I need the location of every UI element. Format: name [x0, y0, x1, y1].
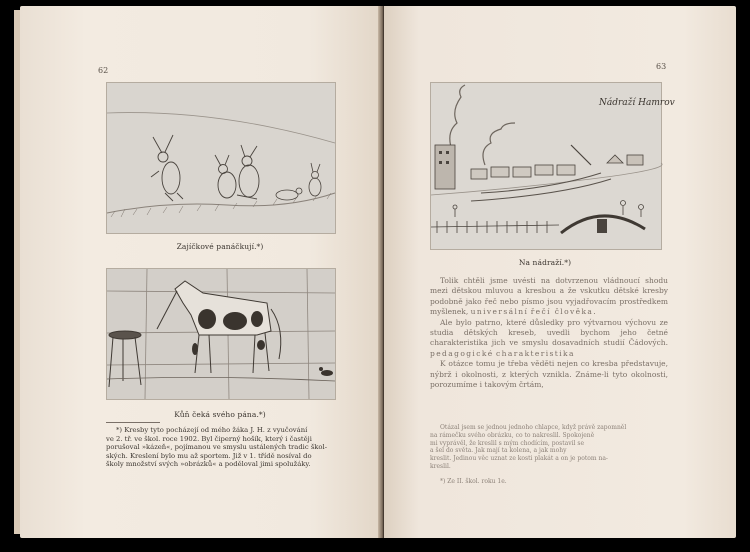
footnote-rule [106, 422, 160, 423]
small-print-line: kreslil. [430, 462, 451, 470]
page-number-left: 62 [98, 66, 109, 75]
footnote-line: ských. Kreslení bylo mu až sportem. Již v 1. třídě nosíval do [106, 451, 312, 460]
page-number-right: 63 [656, 62, 667, 71]
train-station-illustration [430, 82, 675, 250]
small-print-line: kreslit. Jedinou věc uznat ze kosti plakát a on je potom na- [430, 455, 608, 463]
emphasis-pedagogicke: pedagogické [430, 348, 494, 358]
small-print [430, 424, 668, 471]
paragraph-1: Tolik chtěli jsme uvésti na dotvrzenou vládnoucí shodu mezi dětskou mluvou a kresbou a že vskutku dětské kresby podobně jako řeč nebo písmo jsou vyjadřovacím prostředkem myšlenek, [430, 276, 668, 317]
emphasis-reci: řečí člověka. [530, 307, 598, 317]
right-page [384, 6, 736, 538]
handwritten-title: Nádraží Hamrov [599, 98, 675, 108]
footnote-reference: *) Ze II. škol. roku 1e. [440, 478, 507, 485]
left-page [20, 6, 382, 538]
figure-caption-rabbits: Zajíčkové panáčkují.*) [176, 242, 264, 251]
small-print-line: a šel do světa. Jak mají ta kolena, a jak mohy [430, 447, 567, 455]
paragraph-3: K otázce tomu je třeba věděti nejen co kresba představuje, nýbrž i okolnosti, z kterých vznikla. Známe-li tyto okolnosti, porozumíme i takovým črtám, [430, 359, 668, 390]
figure-caption-horse: Kůň čeká svého pána.*) [174, 410, 266, 419]
footnote [106, 426, 350, 469]
small-print-line: Otázal jsem se jednou jednoho chlapce, když právě zapomněl [440, 424, 627, 431]
emphasis-charakteristika: charakteristika [496, 348, 575, 358]
footnote-line: školy množství svých »obrázků« a poděloval jimi spolužáky. [106, 460, 311, 469]
emphasis-universal: universální [470, 307, 529, 317]
body-text [430, 276, 668, 390]
footnote-line: porušoval »kázeň«, pojímanou ve smyslu ustálených tradic škol- [106, 443, 327, 452]
small-print-line: mi vyprávěl, že kreslil s mým chodícím, postavil se [430, 439, 584, 447]
open-book [20, 6, 736, 538]
figure-caption-station: Na nádraží.*) [518, 258, 572, 267]
small-print-line: na rámečku svého obrázku, co to nakreslil. Spokojeně [430, 431, 595, 439]
rabbits-illustration [106, 82, 336, 234]
footnote-line: *) Kresby tyto pocházejí od mého žáka J. H. z vyučování [116, 426, 308, 434]
footnote-line: ve 2. tř. ve škol. roce 1902. Byl čiperný hošík, který i častěji [106, 434, 312, 443]
paragraph-2: Ale bylo patrno, které důsledky pro výtvarnou výchovu ze studia dětských kreseb, uvedli bychom jeho četné charakteristika jich ve smyslu dosavadních studií Čádových. [430, 317, 668, 348]
horse-illustration [106, 268, 336, 400]
